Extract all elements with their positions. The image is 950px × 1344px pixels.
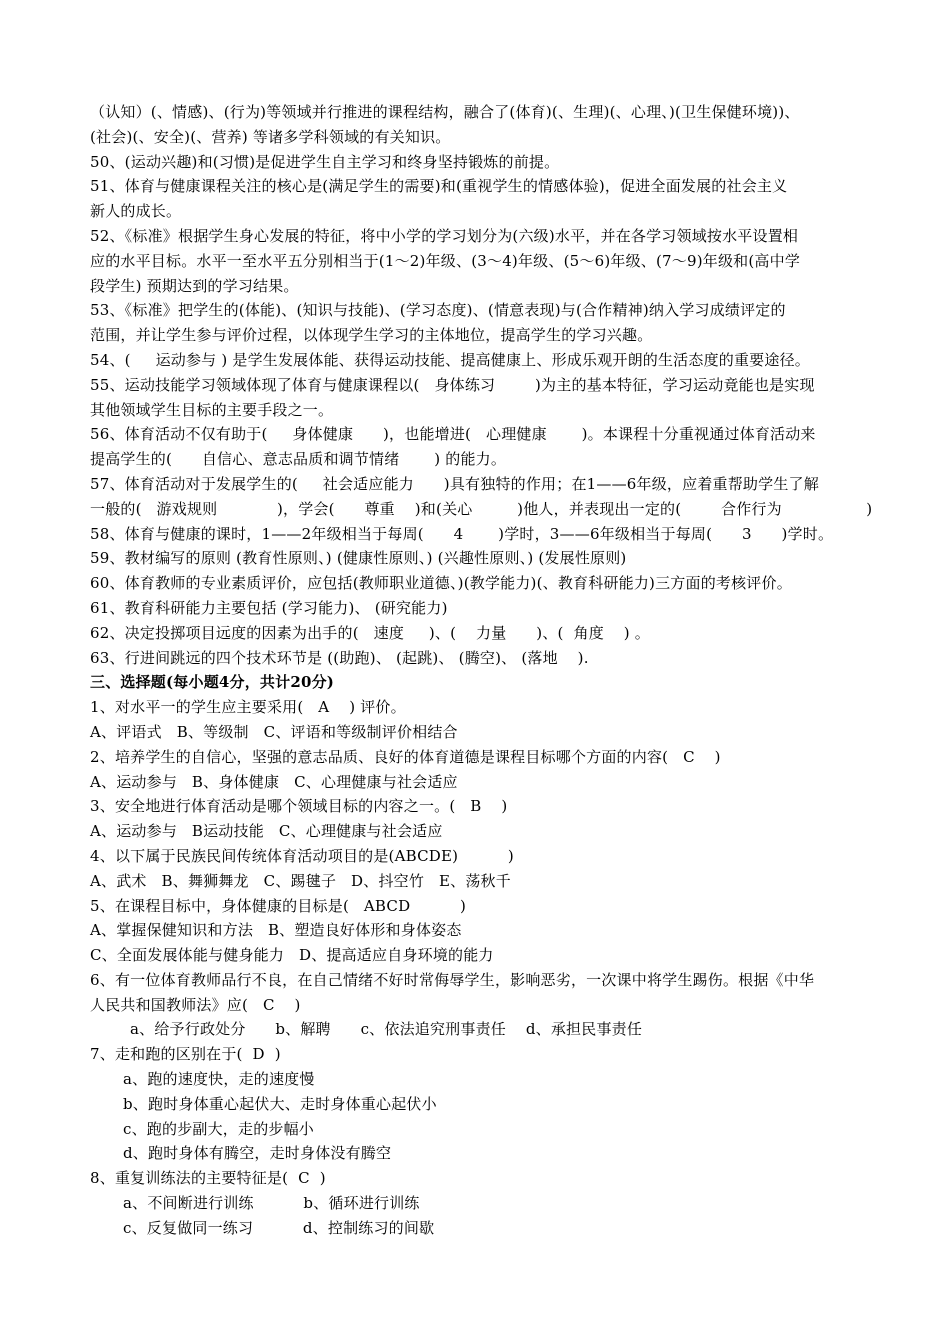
text-line: c、跑的步副大，走的步幅小: [123, 1119, 315, 1138]
text-line: A、评语式 B、等级制 C、评语和等级制评价相结合: [90, 722, 458, 741]
text-line: 56、体育活动不仅有助于( 身体健康 )，也能增进( 心理健康 )。本课程十分重视通过体育活动来: [90, 425, 816, 444]
text-line: a、跑的速度快，走的速度慢: [123, 1070, 315, 1089]
document-page: [90, 100, 873, 1241]
text-line: 段学生) 预期达到的学习结果。: [90, 276, 299, 295]
text-line: d、跑时身体有腾空，走时身体没有腾空: [123, 1144, 392, 1163]
text-line: 54、( 运动参与 ) 是学生发展体能、获得运动技能、提高健康上、形成乐观开朗的生活态度的重要途径。: [90, 350, 810, 369]
text-line: 51、体育与健康课程关注的核心是(满足学生的需要)和(重视学生的情感体验)，促进全面发展的社会主义: [90, 177, 788, 196]
text-line: 59、教材编写的原则 (教育性原则、) (健康性原则、) (兴趣性原则、) (发展性原则): [90, 549, 627, 568]
text-line: 5、在课程目标中，身体健康的目标是( ABCD ): [90, 896, 467, 915]
text-line: a、给予行政处分 b、解聘 c、依法追究刑事责任 d、承担民事责任: [130, 1020, 643, 1039]
text-line: 8、重复训练法的主要特征是( C ): [90, 1169, 326, 1188]
text-line: （认知）(、情感)、(行为)等领域并行推进的课程结构，融合了(体育)(、生理)(、心理、)(卫生保健环境))、: [90, 103, 800, 121]
text-line: c、反复做同一练习 d、控制练习的间歇: [123, 1218, 435, 1237]
text-line: 62、决定投掷项目远度的因素为出手的( 速度 )、( 力量 )、( 角度 ) 。: [90, 623, 651, 642]
text-line: 52、《标准》根据学生身心发展的特征，将中小学的学习划分为(六级)水平，并在各学习领域按水平设置相: [90, 226, 799, 245]
text-line: 55、运动技能学习领域体现了体育与健康课程以( 身体练习 )为主的基本特征，学习运动竟能也是实现: [90, 375, 815, 394]
text-line: 2、培养学生的自信心，坚强的意志品质、良好的体育道德是课程目标哪个方面的内容( C ): [90, 747, 721, 766]
text-line: 60、体育教师的专业素质评价，应包括(教师职业道德、)(教学能力)(、教育科研能力)三方面的考核评价。: [90, 574, 792, 593]
text-line: 其他领域学生目标的主要手段之一。: [90, 400, 334, 419]
text-line: 应的水平目标。水平一至水平五分别相当于(1～2)年级、(3～4)年级、(5～6)年级、(7～9)年级和(高中学: [90, 251, 801, 270]
text-line: A、运动参与 B、身体健康 C、心理健康与社会适应: [90, 772, 458, 791]
text-line: 53、《标准》把学生的(体能)、(知识与技能)、(学习态度)、(情意表现)与(合作精神)纳入学习成绩评定的: [90, 301, 786, 320]
text-line: 1、对水平一的学生应主要采用( A ) 评价。: [90, 698, 406, 717]
text-line: a、不间断进行训练 b、循环进行训练: [123, 1194, 420, 1213]
text-line: 50、(运动兴趣)和(习惯)是促进学生自主学习和终身坚持锻炼的前提。: [90, 152, 560, 171]
text-line: b、跑时身体重心起伏大、走时身体重心起伏小: [123, 1094, 437, 1113]
text-line: A、运动参与 B运动技能 C、心理健康与社会适应: [90, 822, 443, 841]
text-line: 63、行进间跳远的四个技术环节是 ((助跑)、 (起跳)、 (腾空)、 (落地 ).: [90, 648, 589, 667]
text-line: 3、安全地进行体育活动是哪个领域目标的内容之一。( B ): [90, 797, 508, 816]
text-line: 57、体育活动对于发展学生的( 社会适应能力 )具有独特的作用；在1——6年级，应着重帮助学生了解: [90, 474, 819, 493]
text-line: 新人的成长。: [90, 202, 182, 221]
text-line: 提高学生的( 自信心、意志品质和调节情绪 ) 的能力。: [90, 450, 507, 469]
text-line: 7、走和跑的区别在于( D ): [90, 1045, 281, 1064]
text-line: C、全面发展体能与健身能力 D、提高适应自身环境的能力: [90, 946, 494, 965]
text-line: A、武术 B、舞狮舞龙 C、踢毽子 D、抖空竹 E、荡秋千: [90, 871, 511, 890]
text-line: 6、有一位体育教师品行不良，在自己情绪不好时常侮辱学生，影响恶劣，一次课中将学生踢伤。根据《中华: [90, 970, 815, 989]
text-line: 61、教育科研能力主要包括 (学习能力)、 (研究能力): [90, 598, 448, 617]
text-line: 4、以下属于民族民间传统体育活动项目的是(ABCDE) ): [90, 846, 514, 865]
text-line: 人民共和国教师法》应( C ): [90, 995, 301, 1014]
text-line: (社会)(、安全)(、营养) 等诸多学科领域的有关知识。: [90, 127, 451, 146]
text-line: 一般的( 游戏规则 )，学会( 尊重 )和(关心 )他人，并表现出一定的( 合作行为 ): [90, 499, 873, 518]
text-line: 范围，并让学生参与评价过程，以体现学生学习的主体地位，提高学生的学习兴趣。: [90, 326, 653, 345]
text-line: A、掌握保健知识和方法 B、塑造良好体形和身体姿态: [90, 921, 462, 940]
section-heading: 三、选择题(每小题4分，共计20分): [90, 673, 335, 692]
text-line: 58、体育与健康的课时，1——2年级相当于每周( 4 )学时，3——6年级相当于每周( 3 )学时。: [90, 524, 834, 543]
